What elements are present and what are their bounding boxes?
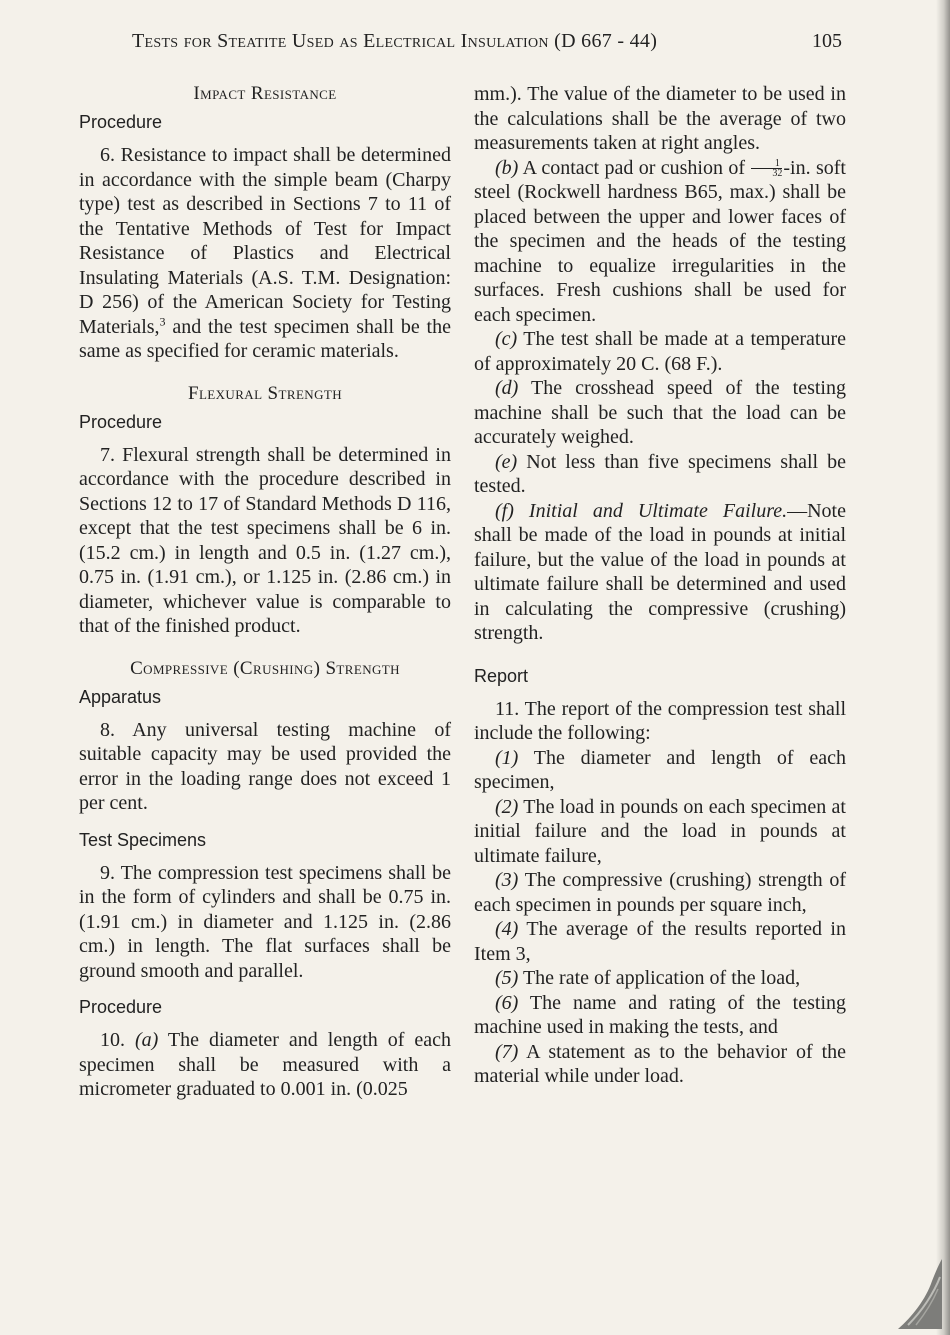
subheading-report: Report <box>474 665 529 686</box>
paragraph-9: 9. The compression test specimens shall be in the form of cylinders and shall be 0.75 in. (1.91 cm.) in diameter and 1.125 in. (2.86 cm.) in length. The flat surfaces shall be ground smooth and parallel. <box>79 861 451 982</box>
subheading-procedure-flexural: Procedure <box>79 411 163 432</box>
fraction-numerator: 1 <box>751 159 782 169</box>
paragraph-6-text: 6. Resistance to impact shall be determined in accordance with the simple beam (Charpy type) test as described in Sections 7 to 11 of the Tentative Methods of Test for Impact Resistance of Plastics and Electrical Insulating Materials (A.S. T.M. Designation: D 256) of the American Society for Testing Materials, <box>79 144 451 338</box>
item-label-d: (d) <box>495 377 519 399</box>
paragraph-10a-continued: mm.). The value of the diameter to be used in the calculations shall be the average of two measurements taken at right angles. <box>474 83 846 154</box>
page-edge-shadow <box>936 0 950 1335</box>
paragraph-10d-text: The crosshead speed of the testing machine shall be such that the load can be accurately weighed. <box>474 377 846 448</box>
report-item-4-label: (4) <box>495 918 519 940</box>
paragraph-10d <box>474 376 846 450</box>
paragraph-10e-text: Not less than five specimens shall be tested. <box>474 450 846 497</box>
report-item-7-label: (7) <box>495 1040 519 1063</box>
paragraph-10a <box>79 1028 451 1102</box>
report-item-1 <box>474 746 846 795</box>
paragraph-6-tail: and the test specimen shall be the same as specified for ceramic materials. <box>79 315 451 362</box>
report-item-6-label: (6) <box>495 991 519 1014</box>
paragraph-10a-text: The diameter and length of each specimen shall be measured with a micrometer graduated to 0.001 in. (0.025 <box>79 1029 452 1100</box>
paragraph-10c-text: The test shall be made at a temperature of approximately 20 C. (68 F.). <box>474 328 846 375</box>
item-label-c: (c) <box>495 328 518 350</box>
report-item-7 <box>474 1040 846 1089</box>
paragraph-10b-text-2: -in. soft steel (Rockwell hardness B65, max.) shall be placed between the upper and lower faces of the specimen and the heads of the testing machine to equalize irregularities in the surfaces. Fresh cushions shall be used for each specimen. <box>474 156 846 326</box>
section-heading-impact-resistance: Impact Resistance <box>193 83 337 104</box>
paragraph-10e <box>474 450 846 499</box>
right-column <box>474 82 846 1089</box>
report-item-3 <box>474 868 846 917</box>
footnote-ref-3: 3 <box>159 313 166 328</box>
item-label-e: (e) <box>495 450 518 473</box>
report-item-2-label: (2) <box>495 795 519 818</box>
subheading-procedure-impact: Procedure <box>79 112 163 132</box>
item-label-f: (f) <box>495 499 514 522</box>
paragraph-10-number: 10. <box>100 1029 135 1051</box>
report-item-4 <box>474 917 846 966</box>
left-column <box>79 82 451 1102</box>
paragraph-11: 11. The report of the compression test shall include the following: <box>474 697 846 744</box>
page-corner-curl <box>892 1259 942 1329</box>
paragraph-8: 8. Any universal testing machine of suitable capacity may be used provided the error in the loading range does not exceed 1 per cent. <box>79 718 451 814</box>
report-item-1-text: The diameter and length of each specimen, <box>474 746 846 793</box>
fraction-denominator: 32 <box>772 168 783 180</box>
report-item-5-text: The rate of application of the load, <box>518 967 801 989</box>
report-item-3-label: (3) <box>495 869 519 891</box>
paragraph-10b <box>474 156 846 328</box>
section-heading-compressive-strength: Compressive (Crushing) Strength <box>130 657 400 679</box>
report-item-5 <box>474 966 846 991</box>
paragraph-10c <box>474 327 846 376</box>
report-item-6-text: The name and rating of the testing machine used in making the tests, and <box>474 991 846 1038</box>
page-number: 105 <box>812 30 842 52</box>
paragraph-7: 7. Flexural strength shall be determined in accordance with the procedure described in Sections 12 to 17 of Standard Methods D 116, except that the test specimens shall be 6 in. (15.2 cm.) in length and 0.5 in. (1.27 cm.), 0.75 in. (1.91 cm.), or 1.125 in. (2.86 cm.) in diameter, whichever value is comparable to that of the finished product. <box>79 443 451 637</box>
paragraph-10b-text-1: A contact pad or cushion of <box>518 156 751 179</box>
report-item-7-text: A statement as to the behavior of the material while under load. <box>474 1040 846 1087</box>
paragraph-10f-title: Initial and Ultimate Failure. <box>513 499 788 522</box>
report-item-1-label: (1) <box>495 746 519 769</box>
section-heading-flexural-strength: Flexural Strength <box>187 382 342 404</box>
running-header-title: Tests for Steatite Used as Electrical Insulation (D 667 - 44) <box>132 30 658 52</box>
paragraph-10f <box>474 499 846 646</box>
report-item-3-text: The compressive (crushing) strength of each specimen in pounds per square inch, <box>474 869 846 916</box>
subheading-procedure-compressive: Procedure <box>79 997 163 1017</box>
subheading-apparatus: Apparatus <box>79 686 162 707</box>
report-item-2-text: The load in pounds on each specimen at initial failure and the load in pounds at ultimate failure, <box>474 795 846 867</box>
paragraph-10f-text: —Note shall be made of the load in pounds at initial failure, but the value of the load in pounds at ultimate failure shall be determined and used in calculating the compressive (crushing) strength. <box>474 499 846 644</box>
report-item-6 <box>474 991 846 1040</box>
report-item-2 <box>474 795 846 869</box>
subheading-test-specimens: Test Specimens <box>79 829 207 850</box>
paragraph-6 <box>79 143 451 364</box>
report-item-4-text: The average of the results reported in Item 3, <box>474 918 846 965</box>
report-item-5-label: (5) <box>495 967 519 989</box>
fraction-one-thirty-second <box>751 159 782 178</box>
item-label-b: (b) <box>495 156 519 179</box>
item-label-a: (a) <box>134 1029 159 1051</box>
